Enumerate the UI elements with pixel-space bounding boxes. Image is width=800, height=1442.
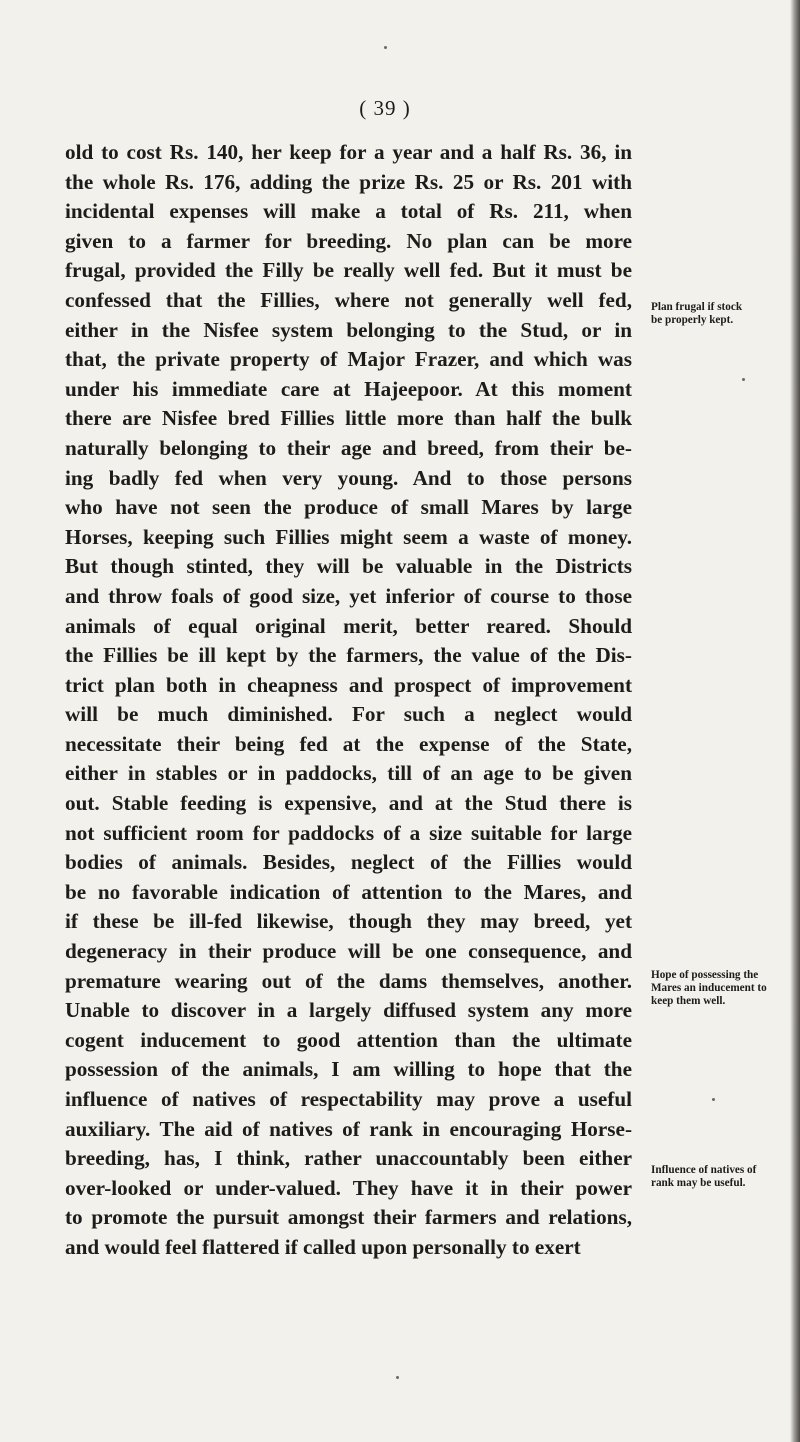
text-line: that, the private property of Major Frazer, and which was xyxy=(65,347,632,372)
paper-speck xyxy=(742,378,745,381)
text-line: be no favorable indication of attention to the Mares, and xyxy=(65,879,632,904)
text-line: frugal, provided the Filly be really well fed. But it must be xyxy=(65,258,632,283)
text-line: premature wearing out of the dams themselves, another. xyxy=(65,968,632,993)
text-line: necessitate their being fed at the expense of the State, xyxy=(65,731,632,756)
text-line: not sufficient room for paddocks of a size suitable for large xyxy=(65,820,632,845)
text-line: to promote the pursuit amongst their farmers and relations, xyxy=(65,1205,632,1230)
text-line: ing badly fed when very young. And to those persons xyxy=(65,465,632,490)
text-line: and throw foals of good size, yet inferior of course to those xyxy=(65,583,632,608)
text-line: who have not seen the produce of small Mares by large xyxy=(65,495,632,520)
margin-note-line: Plan frugal if stock xyxy=(651,301,743,313)
text-line: Unable to discover in a largely diffused system any more xyxy=(65,998,632,1023)
text-line: either in the Nisfee system belonging to the Stud, or in xyxy=(65,317,632,342)
text-line: given to a farmer for breeding. No plan can be more xyxy=(65,228,632,253)
margin-note-line: Mares an inducement to xyxy=(651,982,767,994)
text-line: cogent inducement to good attention than the ultimate xyxy=(65,1027,632,1052)
margin-note-line: rank may be useful. xyxy=(651,1177,746,1189)
text-line: the Fillies be ill kept by the farmers, the value of the Dis- xyxy=(65,643,632,668)
margin-note-plan-frugal xyxy=(651,301,791,327)
text-line: confessed that the Fillies, where not generally well fed, xyxy=(65,287,632,312)
text-line: animals of equal original merit, better reared. Should xyxy=(65,613,632,638)
text-line: old to cost Rs. 140, her keep for a year and a half Rs. 36, in xyxy=(65,140,632,164)
text-line: degeneracy in their produce will be one consequence, and xyxy=(65,939,632,964)
text-line: there are Nisfee bred Fillies little more than half the bulk xyxy=(65,406,632,431)
margin-note-line: keep them well. xyxy=(651,995,726,1007)
margin-note-hope-of-possessing xyxy=(651,969,791,1008)
text-line: auxiliary. The aid of natives of rank in encouraging Horse- xyxy=(65,1116,632,1141)
text-line: under his immediate care at Hajeepoor. At this moment xyxy=(65,376,632,401)
text-line: will be much diminished. For such a neglect would xyxy=(65,702,632,727)
page-edge-shadow xyxy=(790,0,800,1442)
margin-note-line: Hope of possessing the xyxy=(651,969,759,981)
text-line: and would feel flattered if called upon personally to exert xyxy=(65,1234,581,1259)
text-line: trict plan both in cheapness and prospect of improvement xyxy=(65,672,632,697)
main-text-block xyxy=(65,138,632,1263)
text-line: incidental expenses will make a total of Rs. 211, when xyxy=(65,199,632,224)
paper-speck xyxy=(712,1098,715,1101)
text-line: bodies of animals. Besides, neglect of the Fillies would xyxy=(65,850,632,875)
text-line: possession of the animals, I am willing to hope that the xyxy=(65,1057,632,1082)
text-line: naturally belonging to their age and breed, from their be- xyxy=(65,435,632,460)
text-line: over-looked or under-valued. They have it in their power xyxy=(65,1175,632,1200)
text-line: either in stables or in paddocks, till of an age to be given xyxy=(65,761,632,786)
paper-speck xyxy=(384,46,387,49)
margin-note-line: be properly kept. xyxy=(651,314,734,326)
text-line: breeding, has, I think, rather unaccountably been either xyxy=(65,1146,632,1171)
text-line: But though stinted, they will be valuable in the Districts xyxy=(65,554,632,579)
text-line: Horses, keeping such Fillies might seem a waste of money. xyxy=(65,524,632,549)
text-line: out. Stable feeding is expensive, and at the Stud there is xyxy=(65,791,632,816)
margin-note-influence-of-natives xyxy=(651,1164,791,1190)
page-number: ( 39 ) xyxy=(359,96,411,120)
text-line: if these be ill-fed likewise, though they may breed, yet xyxy=(65,909,632,934)
text-line: the whole Rs. 176, adding the prize Rs. 25 or Rs. 201 with xyxy=(65,169,632,194)
margin-note-line: Influence of natives of xyxy=(651,1164,757,1176)
paper-speck xyxy=(396,1376,399,1379)
text-line: influence of natives of respectability may prove a useful xyxy=(65,1087,632,1111)
